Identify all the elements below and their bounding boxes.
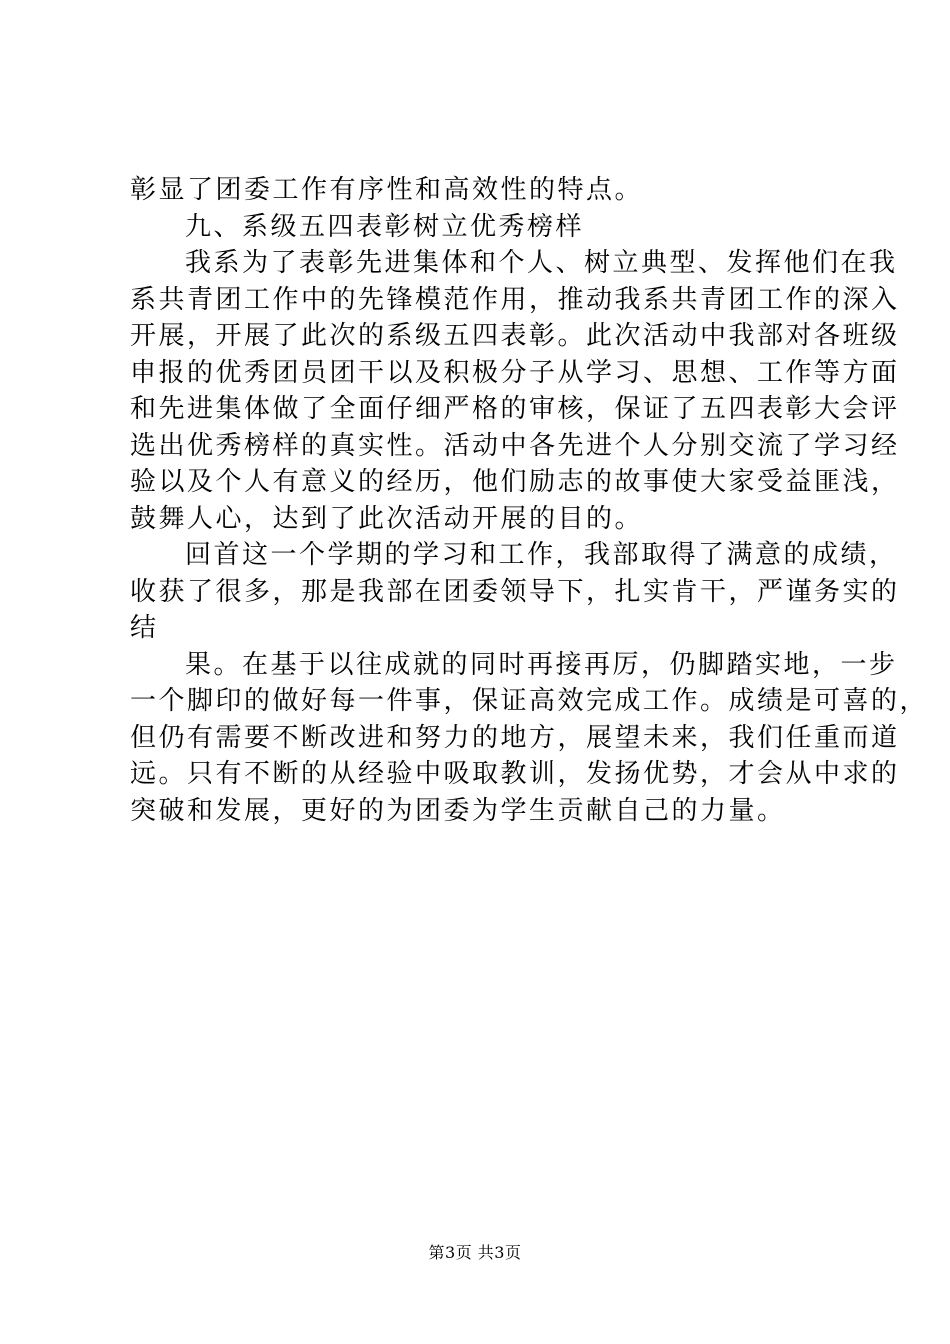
text-line: 系共青团工作中的先锋模范作用，推动我系共青团工作的深入 [130,284,900,315]
text-line: 果。在基于以往成就的同时再接再厉，仍脚踏实地，一步 [185,649,898,680]
text-line: 彰显了团委工作有序性和高效性的特点。 [130,175,644,205]
text-line: 我系为了表彰先进集体和个人、树立典型、发挥他们在我 [185,248,898,278]
text-line: 开展，开展了此次的系级五四表彰。此次活动中我部对各班级 [130,321,900,351]
page-number-footer: 第3页 共3页 [428,1243,522,1262]
text-line: 选出优秀榜样的真实性。活动中各先进个人分别交流了学习经 [130,430,900,461]
section-heading: 九、系级五四表彰树立优秀榜样 [185,211,585,242]
text-line: 回首这一个学期的学习和工作，我部取得了满意的成绩， [185,540,898,570]
text-line: 突破和发展，更好的为团委为学生贡献自己的力量。 [130,795,786,826]
document-body [130,172,929,829]
text-line: 远。只有不断的从经验中吸取教训，发扬优势，才会从中求的 [130,759,900,789]
text-line: 申报的优秀团员团干以及积极分子从学习、思想、工作等方面 [130,357,900,388]
text-line: 结 [130,613,159,643]
text-line: 和先进集体做了全面仔细严格的审核，保证了五四表彰大会评 [130,394,900,424]
text-line: 一个脚印的做好每一件事，保证高效完成工作。成绩是可喜的， [130,686,929,716]
text-line: 鼓舞人心，达到了此次活动开展的目的。 [130,503,644,534]
text-line: 收获了很多，那是我部在团委领导下，扎实肯干，严谨务实的 [130,576,900,607]
text-line: 验以及个人有意义的经历，他们励志的故事使大家受益匪浅， [130,467,900,497]
text-line: 但仍有需要不断改进和努力的地方，展望未来，我们任重而道 [130,722,900,753]
